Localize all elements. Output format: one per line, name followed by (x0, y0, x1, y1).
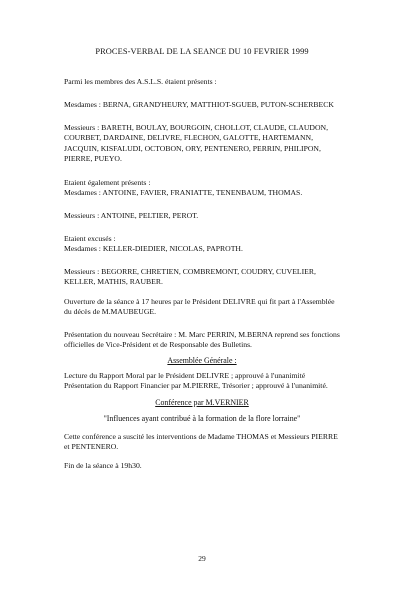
conference-remarks-line: Cette conférence a suscité les interventions de Madame THOMAS et Messieurs PIERRE (64, 432, 338, 441)
also-present-block (64, 178, 364, 199)
present-intro: Parmi les membres des A.S.L.S. étaient présents : (64, 77, 217, 86)
assembly-heading: Assemblée Générale : (167, 356, 237, 365)
opening-line: du décès de M.MAUBEUGE. (64, 307, 157, 317)
assembly-line: Présentation du Rapport Financier par M.PIERRE, Trésorier ; approuvé à l'unanimité. (64, 381, 328, 391)
excused-messieurs-line: Messieurs : BEGORRE, CHRETIEN, COMBREMONT, COUDRY, CUVELIER, (64, 267, 316, 276)
conference-remarks (64, 432, 364, 453)
excused-intro: Etaient excusés : (64, 234, 116, 243)
also-present-mesdames: Mesdames : ANTOINE, FAVIER, FRANIATTE, TENENBAUM, THOMAS. (64, 188, 303, 198)
conference-title: "Influences ayant contribué à la formation de la flore lorraine" (103, 414, 301, 423)
present-messieurs (64, 123, 364, 164)
also-present-intro: Etaient également présents : (64, 178, 151, 187)
presentation-paragraph (64, 330, 364, 351)
present-mesdames: Mesdames : BERNA, GRAND'HEURY, MATTHIOT-SGUEB, PUTON-SCHERBECK (64, 100, 334, 109)
present-messieurs-line: PIERRE, PUEYO. (64, 153, 122, 163)
present-messieurs-line: COURBET, DARDAINE, DELIVRE, FLECHON, GALOTTE, HARTEMANN, (64, 133, 314, 143)
presentation-line: Présentation du nouveau Secrétaire : M. Marc PERRIN, M.BERNA reprend ses fonctions (64, 330, 340, 339)
excused-mesdames: Mesdames : KELLER-DIEDIER, NICOLAS, PAPROTH. (64, 244, 243, 254)
page-title: PROCES-VERBAL DE LA SEANCE DU 10 FEVRIER 1999 (95, 47, 309, 56)
opening-paragraph (64, 297, 364, 318)
assembly-line: Lecture du Rapport Moral par le Président DELIVRE ; approuvé à l'unanimité (64, 371, 306, 380)
assembly-paragraph (64, 371, 364, 392)
present-messieurs-line: JACQUIN, KISFALUDI, OCTOBON, ORY, PENTENERO, PERRIN, PHILIPON, (64, 143, 321, 153)
page-number: 29 (198, 554, 206, 563)
closing-line: Fin de la séance à 19h30. (64, 461, 142, 470)
conference-heading: Conférence par M.VERNIER (155, 398, 249, 407)
present-messieurs-line: Messieurs : BARETH, BOULAY, BOURGOIN, CHOLLOT, CLAUDE, CLAUDON, (64, 123, 329, 132)
opening-line: Ouverture de la séance à 17 heures par le Président DELIVRE qui fit part à l'Assemblée (64, 297, 335, 306)
excused-block (64, 234, 364, 255)
presentation-line: officielles de Vice-Président et de Responsable des Bulletins. (64, 340, 252, 350)
excused-messieurs-line: KELLER, MATHIS, RAUBER. (64, 277, 163, 287)
excused-messieurs (64, 267, 364, 288)
conference-remarks-line: et PENTENERO. (64, 442, 119, 452)
also-present-messieurs: Messieurs : ANTOINE, PELTIER, PEROT. (64, 211, 199, 220)
